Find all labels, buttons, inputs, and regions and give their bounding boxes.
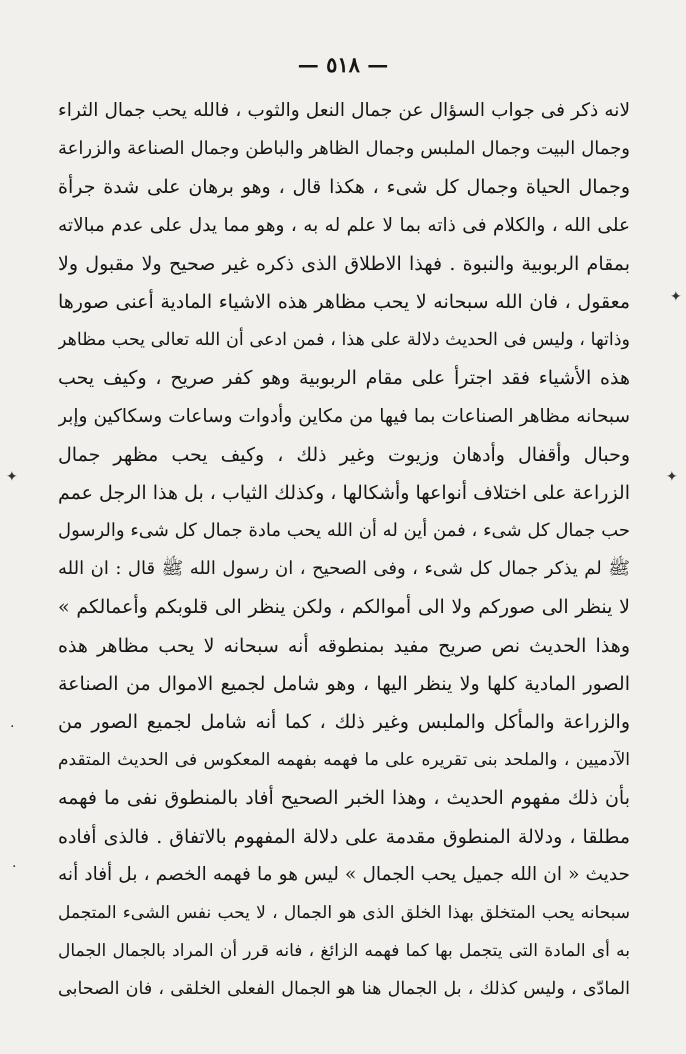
text-line: معقول ، فان الله سبحانه لا يحب مظاهر هذه الاشياء المادية أعنى صورها [58,290,630,313]
text-line: لا ينظر الى صوركم ولا الى أموالكم ، ولكن ينظر الى قلوبكم وأعمالكم » [58,596,630,619]
margin-mark: · [10,719,15,735]
margin-mark: · [12,859,17,875]
text-line: سبحانه مظاهر الصناعات بما فيها من مكاين وأدوات وساعات وسكاكين وإبر [58,405,630,427]
text-line: وذاتها ، وليس فى الحديث دلالة على هذا ، فمن ادعى أن الله تعالى يحب مظاهر [58,330,630,351]
text-line: وحبال وأقفال وأدهان وزيوت وغير ذلك ، وكيف يحب مظهر جمال [58,443,630,466]
text-line: وهذا الحديث نص صريح مفيد بمنطوقه أنه سبحانه لا يحب مظاهر هذه [58,634,630,657]
text-line: سبحانه يحب المتخلق بهذا الخلق الذى هو الجمال ، لا يحب نفس الشىء المتجمل [58,902,630,923]
text-line: حديث « ان الله جميل يحب الجمال » ليس هو ما فهمه الخصم ، بل أفاد أنه [58,863,630,885]
margin-mark: ✦ [666,469,678,485]
text-line: بمقام الربوبية والنبوة . فهذا الاطلاق الذى ذكره غير صحيح ولا مقبول ولا [58,252,630,275]
text-line: وجمال الحياة وجمال كل شىء ، هكذا قال ، وهو برهان على شدة جرأة [58,176,630,199]
text-line: لانه ذكر فى جواب السؤال عن جمال النعل والثوب ، فالله يحب جمال الثراء [58,100,630,121]
body-text [58,92,630,1009]
text-line: المادّى ، وليس كذلك ، بل الجمال هنا هو الجمال الفعلى الخلقى ، فان الصحابى [58,979,630,1000]
text-line: الآدميين ، والملحد بنى تقريره على ما فهمه بفهمه المعكوس فى الحديث المتقدم [58,750,630,771]
text-line: والزراعة والمأكل والملبس وغير ذلك ، كما أنه شامل لجميع الصور من [58,711,630,733]
text-line: وجمال البيت وجمال الملبس وجمال الظاهر والباطن وجمال الصناعة والزراعة [58,138,630,160]
page-number: — ٥١٨ — [297,52,389,77]
text-line: حب جمال كل شىء ، فمن أين له أن الله يحب مادة جمال كل شىء والرسول [58,520,630,542]
text-line: هذه الأشياء فقد اجترأ على مقام الربوبية وهو كفر صريح ، وكيف يحب [58,367,630,390]
text-line: الصور المادية كلها ولا ينظر اليها ، وهو شامل لجميع الاموال من الصناعة [58,672,630,695]
text-line: مطلقا ، ودلالة المنطوق مقدمة على دلالة المفهوم بالاتفاق . فالذى أفاده [58,825,630,848]
text-line: الزراعة على اختلاف أنواعها وأشكالها ، وكذلك الثياب ، بل هذا الرجل عمم [58,481,630,504]
margin-mark: ✦ [670,289,682,305]
text-line: بأن ذلك مفهوم الحديث ، وهذا الخبر الصحيح أفاد بالمنطوق نفى ما فهمه [58,787,630,810]
text-line: به أى المادة التى يتجمل بها كما فهمه الزائغ ، فانه قرر أن المراد بالجمال الجمال [58,941,630,962]
margin-mark: ✦ [6,469,18,485]
text-line: ﷺ لم يذكر جمال كل شىء ، وفى الصحيح ، ان رسول الله ﷺ قال : ان الله [58,558,630,580]
text-line: على الله ، والكلام فى ذاته بما لا علم له به ، وهو مما يدل على عدم مبالاته [58,214,630,236]
